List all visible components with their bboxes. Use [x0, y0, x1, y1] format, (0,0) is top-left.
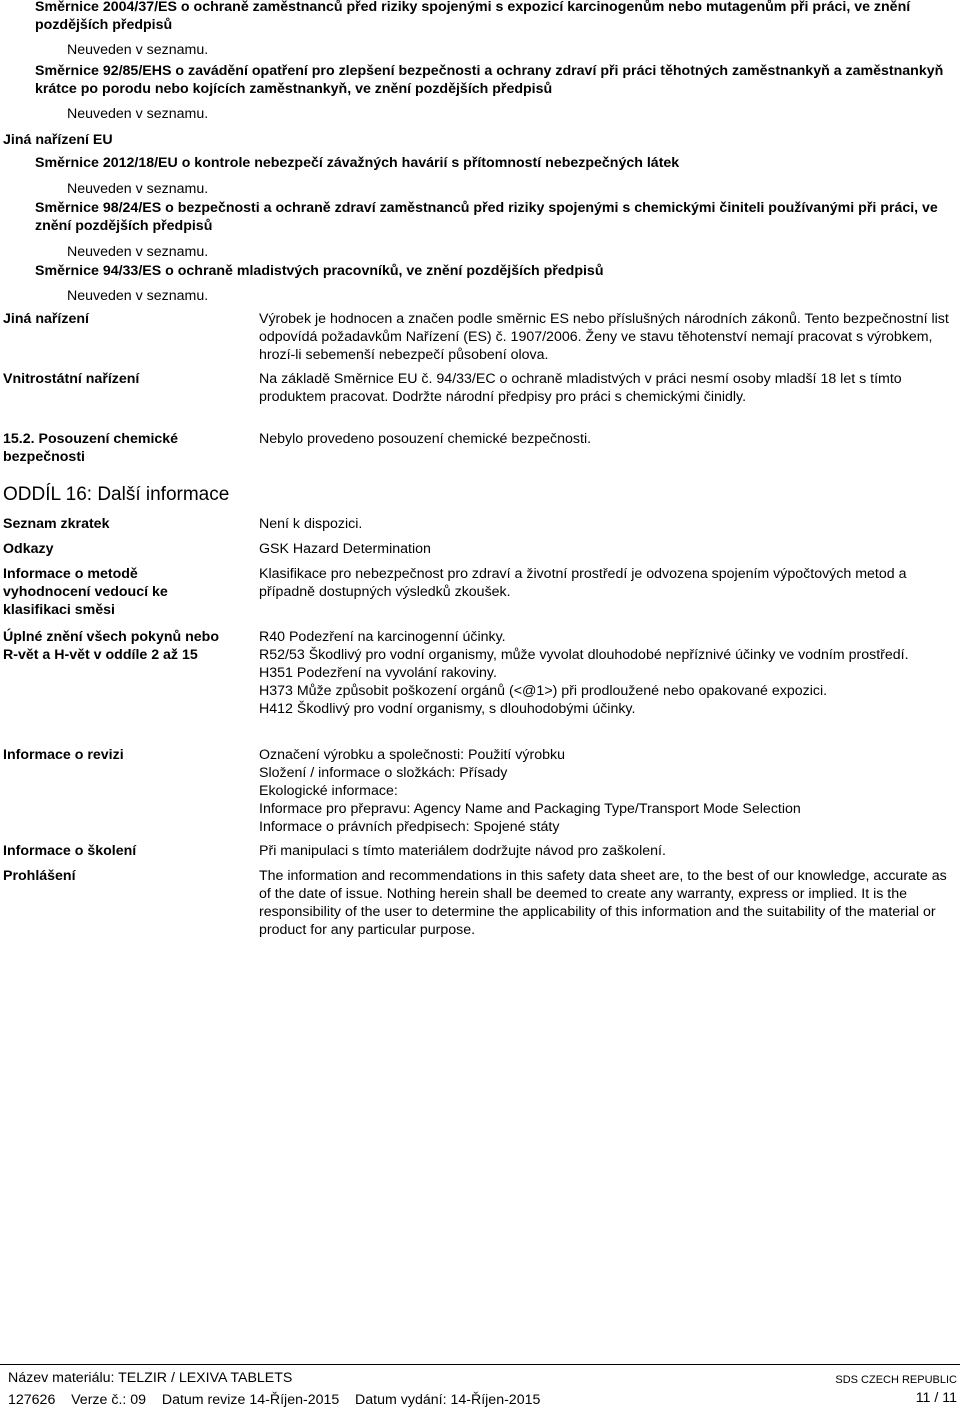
revision-line: Ekologické informace: [259, 783, 398, 799]
phrase-r52-53: R52/53 Škodlivý pro vodní organismy, může vyvolat dlouhodobé nepříznivé účinky ve vodním prostředí. [259, 647, 909, 663]
revision-line: Informace o právních předpisech: Spojené státy [259, 819, 560, 835]
national-regulations-label: Vnitrostátní nařízení [3, 371, 140, 387]
revision-info-label: Informace o revizi [3, 747, 124, 763]
footer-divider [0, 1364, 960, 1365]
revision-line: Označení výrobku a společnosti: Použití výrobku [259, 747, 565, 763]
directive-94-33-title: Směrnice 94/33/ES o ochraně mladistvých pracovníků, ve znění pozdějších předpisů [35, 263, 604, 279]
training-info-value: Při manipulaci s tímto materiálem dodržujte návod pro zaškolení. [259, 843, 666, 859]
section-16-heading: ODDÍL 16: Další informace [3, 484, 230, 505]
directive-2012-18-title: Směrnice 2012/18/EU o kontrole nebezpečí závažných havárií s přítomností nebezpečných látek [35, 155, 680, 171]
directive-92-85-title: Směrnice 92/85/EHS o zavádění opatření pro zlepšení bezpečnosti a ochrany zdraví při práci těhotných zaměstnankyň a zaměstnankyň krátce po porodu nebo kojících zaměstnankyň, ve znění pozdějších předpisů [35, 63, 944, 97]
references-label: Odkazy [3, 541, 54, 557]
directive-94-33-status: Neuveden v seznamu. [67, 288, 209, 304]
phrase-h373: H373 Může způsobit poškození orgánů (<@1>) při prodloužené nebo opakované expozici. [259, 683, 828, 699]
other-regulations-label: Jiná nařízení [3, 311, 89, 327]
full-phrases-label: Úplné znění všech pokynů nebo R-vět a H-vět v oddíle 2 až 15 [3, 629, 219, 663]
full-phrases-list [259, 628, 949, 718]
abbreviations-value: Není k dispozici. [259, 516, 363, 532]
directive-98-24-status: Neuveden v seznamu. [67, 244, 209, 260]
other-regulations-value: Výrobek je hodnocen a značen podle směrnic ES nebo příslušných národních zákonů. Tento bezpečnostní list odpovídá požadavkům Nařízení (ES) č. 1907/2006. Ženy ve stavu těhotenství nemají pracovat s výrobkem, hrozí-li sebemenší nebezpečí působení olova. [259, 311, 949, 363]
phrase-h412: H412 Škodlivý pro vodní organismy, s dlouhodobými účinky. [259, 701, 636, 717]
footer-code: 127626 [8, 1392, 56, 1408]
csa-label-text: Posouzení chemické bezpečnosti [3, 431, 179, 465]
footer-region: SDS CZECH REPUBLIC [835, 1374, 957, 1386]
national-regulations-value: Na základě Směrnice EU č. 94/33/EC o ochraně mladistvých v práci nesmí osoby mladší 18 let s tímto produktem pracovat. Dodržte národní předpisy pro práci s chemickými činidly. [259, 371, 902, 405]
chemical-safety-assessment-label [3, 430, 213, 466]
footer-page-number: 11 / 11 [915, 1390, 957, 1406]
revision-line: Informace pro přepravu: Agency Name and Packaging Type/Transport Mode Selection [259, 801, 801, 817]
directive-2004-37-status: Neuveden v seznamu. [67, 42, 209, 58]
abbreviations-label: Seznam zkratek [3, 516, 110, 532]
classification-method-label: Informace o metodě vyhodnocení vedoucí ke klasifikaci směsi [3, 566, 168, 618]
training-info-label: Informace o školení [3, 843, 137, 859]
footer-material-name: Název materiálu: TELZIR / LEXIVA TABLETS [8, 1370, 293, 1386]
directive-92-85-status: Neuveden v seznamu. [67, 106, 209, 122]
footer-version: Verze č.: 09 [71, 1392, 147, 1408]
revision-line: Složení / informace o složkách: Přísady [259, 765, 508, 781]
phrase-h351: H351 Podezření na vyvolání rakoviny. [259, 665, 497, 681]
other-eu-heading: Jiná nařízení EU [3, 132, 113, 148]
references-value: GSK Hazard Determination [259, 541, 431, 557]
footer-revision-date: Datum revize 14-Říjen-2015 [161, 1392, 340, 1408]
disclaimer-label: Prohlášení [3, 868, 76, 884]
csa-label-number: 15.2. [3, 431, 35, 447]
phrase-r40: R40 Podezření na karcinogenní účinky. [259, 629, 506, 645]
footer-document-info [8, 1391, 540, 1409]
footer-issue-date: Datum vydání: 14-Říjen-2015 [355, 1392, 541, 1408]
directive-2012-18-status: Neuveden v seznamu. [67, 181, 209, 197]
chemical-safety-assessment-value: Nebylo provedeno posouzení chemické bezpečnosti. [259, 431, 592, 447]
revision-info-list [259, 746, 949, 836]
classification-method-value: Klasifikace pro nebezpečnost pro zdraví a životní prostředí je odvozena spojením výpočtových metod a případně dostupných výsledků zkoušek. [259, 566, 907, 600]
disclaimer-value: The information and recommendations in this safety data sheet are, to the best of our knowledge, accurate as of the date of issue. Nothing herein shall be deemed to create any warranty, express or implied. It is the responsibility of the user to determine the applicability of this information and the suitability of the material or product for any particular purpose. [259, 868, 947, 938]
directive-98-24-title: Směrnice 98/24/ES o bezpečnosti a ochraně zdraví zaměstnanců před riziky spojenými s chemickými činiteli používanými při práci, ve znění pozdějších předpisů [35, 200, 938, 234]
directive-2004-37-title: Směrnice 2004/37/ES o ochraně zaměstnanců před riziky spojenými s expozicí karcinogenům nebo mutagenům při práci, ve znění pozdějších předpisů [35, 0, 911, 33]
